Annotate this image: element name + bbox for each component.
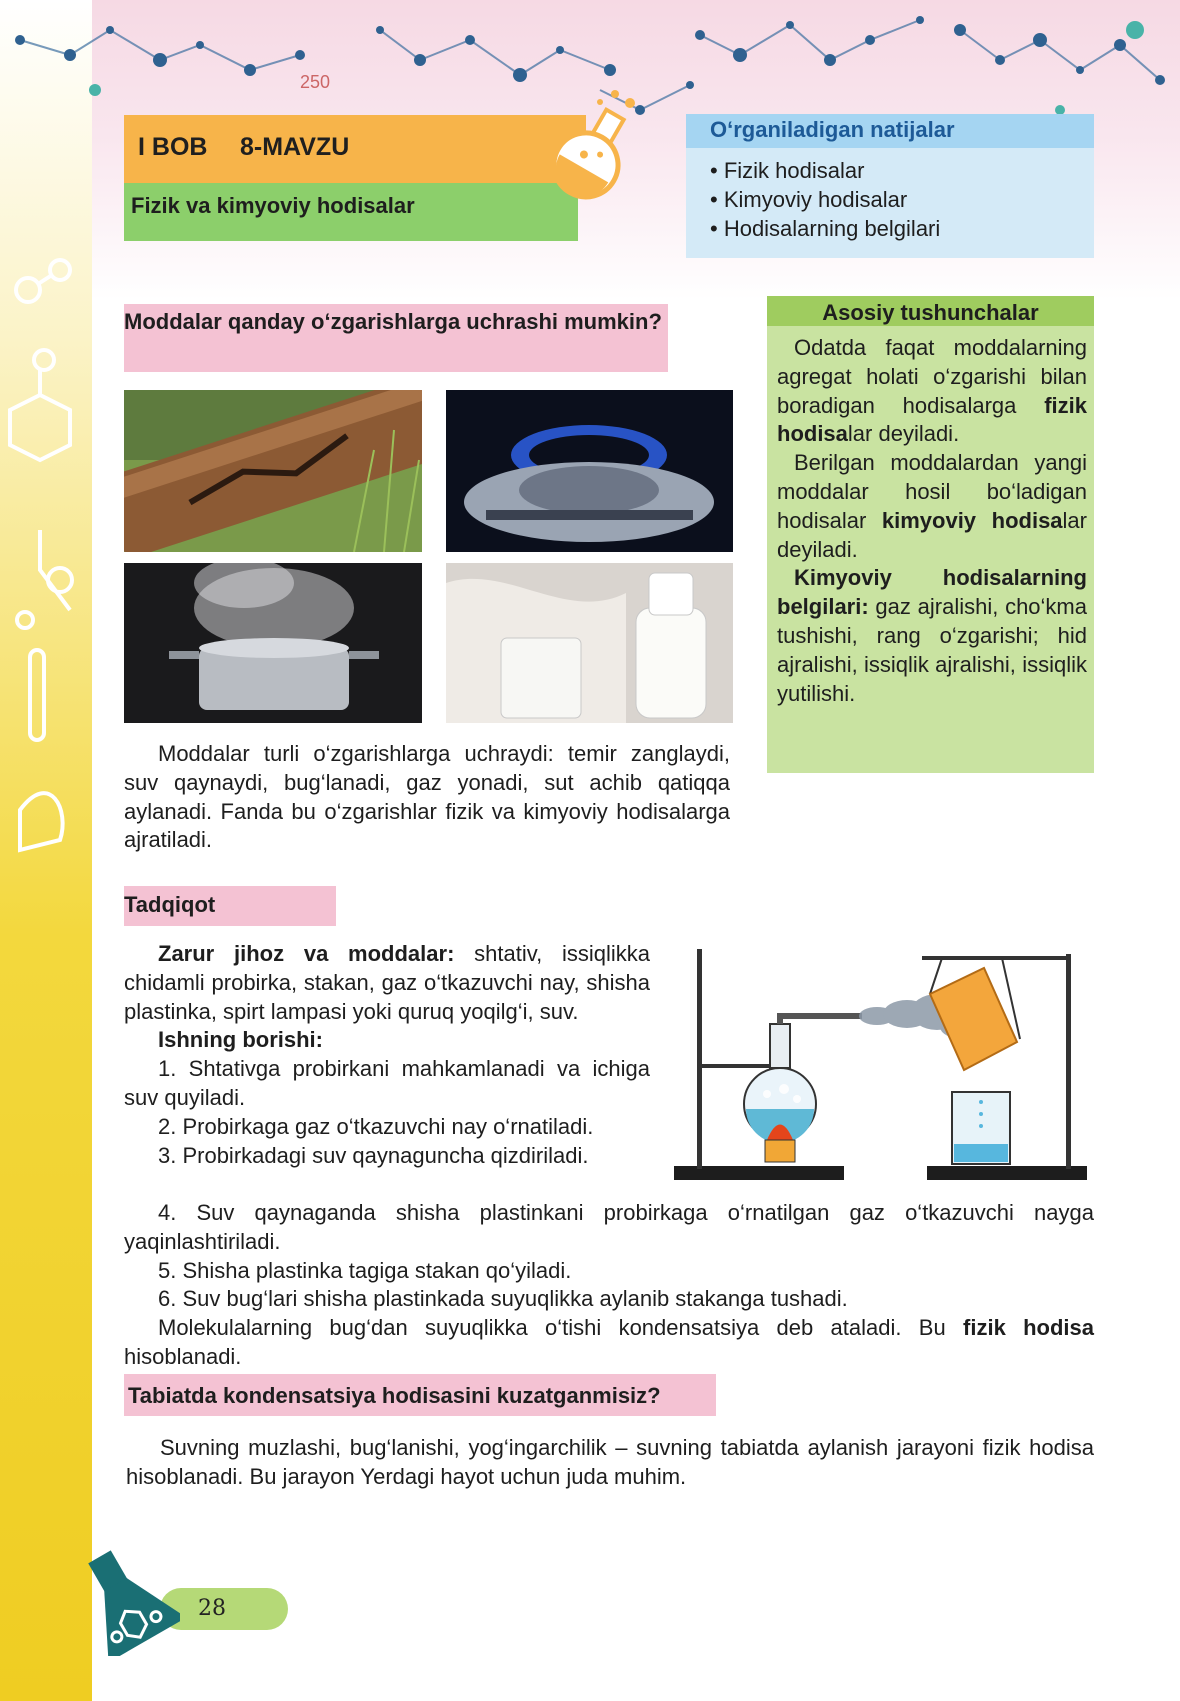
conclusion-paragraph [124,1314,1094,1372]
milk-photo [446,563,733,723]
materials-text: shtativ, issiqlikka chidamli probirka, stakan, gaz o‘tkazuvchi nay, shisha plastinka, spirt lampasi yoki quruq yoqilg‘i, suv. [124,941,650,1024]
text-span: gaz ajralishi, cho‘kma tushishi, rang o‘zgarishi; hid ajralishi, issiqlik ajralishi, issiqlik yutilishi. [777,594,1087,706]
spirit-lamp [765,1140,795,1162]
intro-paragraph [124,740,730,855]
list-item: • Kimyoviy hodisalar [710,187,908,212]
flask-neck [770,1024,790,1068]
step-item: 6. Suv bug‘lari shisha plastinkada suyuqlikka aylanib stakanga tushadi. [158,1286,848,1312]
boiling-pot-photo [124,563,422,723]
research-heading [124,886,336,926]
topic-title: Fizik va kimyoviy hodisalar [131,193,415,218]
condensation-apparatus-diagram [672,944,1092,1190]
procedure-label-line [124,1026,650,1055]
step-item: 2. Probirkaga gaz o‘tkazuvchi nay o‘rnatiladi. [158,1113,594,1139]
stand-base-right [927,1166,1087,1180]
page-number: 28 [198,1596,226,1621]
concept-physical [777,334,1087,449]
question-heading [124,304,668,372]
bold-term: kimyoviy hodisa [881,507,1063,533]
footer-flask-icon [70,1546,180,1656]
sidebar-science-icons [0,250,92,890]
text-span: lar deyiladi. [847,421,960,447]
learning-results-list [710,156,940,243]
rusty-pipe-photo [124,390,422,552]
text-span: hisoblanadi. [124,1343,242,1369]
concept-chemical [777,449,1087,564]
research-steps-continued [124,1199,1094,1372]
bold-term: fizik hodisa [963,1315,1095,1341]
final-paragraph [126,1434,1094,1492]
step-item: 3. Probirkadagi suv qaynaguncha qizdiriladi. [158,1142,589,1168]
list-item: • Fizik hodisalar [710,158,865,183]
question2-heading [124,1374,716,1416]
stand-rod-right [1066,954,1071,1169]
gas-burner-photo [446,390,733,552]
stand-rod-left [697,949,702,1169]
procedure-label: Ishning borishi: [158,1027,323,1053]
gas-tube [780,1016,862,1024]
materials-label: Zarur jihoz va moddalar: [158,941,455,966]
question2-text: Tabiatda kondensatsiya hodisasini kuzatganmisiz? [128,1383,661,1408]
learning-results-title: O‘rganiladigan natijalar [710,117,955,142]
question-text: Moddalar qanday o‘zgarishlarga uchrashi mumkin? [124,309,662,334]
text-span: lar deyiladi. [777,507,1087,562]
text-span: Berilgan moddalardan yangi moddalar hosil bo‘ladigan hodisalar [777,450,1087,533]
research-materials [124,940,650,1170]
text-span: Odatda faqat moddalarning agregat holati o‘zgarishi bilan boradigan hodisalarga [777,335,1087,418]
glass-plate [930,968,1017,1070]
step-item: 4. Suv qaynaganda shisha plastinkani probirkaga o‘rnatilgan gaz o‘tkazuvchi nayga yaqinlashtiriladi. [124,1200,1094,1254]
concept-signs [777,564,1087,708]
flask-icon [535,88,645,208]
step-item: 5. Shisha plastinka tagiga stakan qo‘yiladi. [158,1257,572,1283]
key-concepts-title: Asosiy tushunchalar [822,300,1039,325]
topic-number: 8-MAVZU [240,133,350,161]
intro-text: Moddalar turli o‘zgarishlarga uchraydi: temir zanglaydi, suv qaynaydi, bug‘lanadi, gaz yonadi, sut achib qatiqqa aylanadi. Fanda bu o‘zgarishlar fizik va kimyoviy hodisalarga ajratiladi. [124,741,730,853]
list-item: • Hodisalarning belgilari [710,216,941,241]
bold-term: fizik hodisa [777,392,1087,447]
step-item: 1. Shtativga probirkani mahkamlanadi va ichiga suv quyiladi. [124,1056,650,1110]
key-concepts-text [777,334,1087,708]
bold-term: Kimyoviy hodisalarning belgilari: [777,565,1087,620]
beaker-water [954,1144,1008,1162]
final-text: Suvning muzlashi, bug‘lanishi, yog‘ingarchilik – suvning tabiatda aylanish jarayoni fizik hodisa hisoblanadi. Bu jarayon Yerdagi hayot uchun juda muhim. [126,1435,1094,1489]
materials-paragraph [124,940,650,1026]
research-heading-text: Tadqiqot [124,892,216,917]
text-span: Molekulalarning bug‘dan suyuqlikka o‘tishi kondensatsiya deb ataladi. Bu [158,1315,964,1341]
flask-scale-label: 250 [300,72,331,92]
chapter-label: I BOB [138,133,208,161]
